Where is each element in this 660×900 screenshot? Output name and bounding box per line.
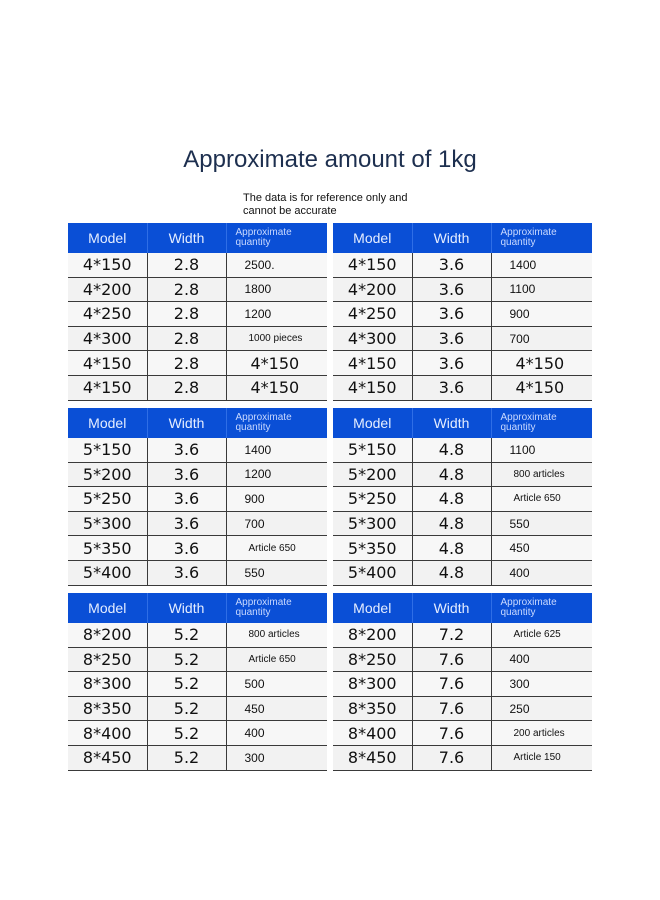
width-cell: 2.8 (147, 326, 226, 351)
table-row (333, 277, 592, 302)
quantity-cell: 300 (226, 745, 327, 770)
model-cell: 8*200 (68, 623, 147, 647)
reference-note: The data is for reference only and cannot be accurate (243, 192, 408, 217)
model-cell: 5*250 (333, 487, 412, 512)
model-cell: 5*300 (333, 511, 412, 536)
header-quantity: Approximate quantity (491, 593, 592, 623)
model-cell: 5*400 (333, 560, 412, 585)
quantity-cell: 900 (491, 302, 592, 327)
quantity-cell: 450 (491, 536, 592, 561)
model-cell: 5*400 (68, 560, 147, 585)
header-quantity: Approximate quantity (491, 408, 592, 438)
width-cell: 3.6 (412, 253, 491, 277)
table-row (333, 647, 592, 672)
table-row (68, 351, 327, 376)
width-cell: 7.6 (412, 696, 491, 721)
quantity-cell: 1200 (226, 302, 327, 327)
header-quantity: Approximate quantity (226, 593, 327, 623)
quantity-cell: 4*150 (491, 375, 592, 400)
header-quantity: Approximate quantity (226, 408, 327, 438)
table-row (68, 623, 327, 647)
model-cell: 5*200 (333, 462, 412, 487)
width-cell: 2.8 (147, 351, 226, 376)
quantity-cell: Article 650 (491, 487, 592, 512)
width-cell: 3.6 (412, 375, 491, 400)
table-row (68, 536, 327, 561)
table-row (68, 672, 327, 697)
table-row (333, 560, 592, 585)
model-cell: 4*150 (333, 253, 412, 277)
model-cell: 5*350 (68, 536, 147, 561)
table-row (68, 438, 327, 462)
model-cell: 8*400 (68, 721, 147, 746)
width-cell: 7.6 (412, 647, 491, 672)
width-cell: 3.6 (147, 511, 226, 536)
header-model: Model (333, 593, 412, 623)
table-row (333, 438, 592, 462)
width-cell: 3.6 (412, 277, 491, 302)
quantity-cell: 500 (226, 672, 327, 697)
width-cell: 3.6 (147, 487, 226, 512)
width-cell: 4.8 (412, 536, 491, 561)
header-model: Model (333, 223, 412, 253)
model-cell: 5*300 (68, 511, 147, 536)
table-row (333, 302, 592, 327)
page-title: Approximate amount of 1kg (183, 146, 477, 173)
quantity-cell: 4*150 (226, 351, 327, 376)
spec-table (333, 408, 592, 586)
model-cell: 5*150 (68, 438, 147, 462)
model-cell: 4*150 (68, 253, 147, 277)
table-row (333, 326, 592, 351)
table-row (68, 487, 327, 512)
quantity-cell: 450 (226, 696, 327, 721)
table-row (68, 745, 327, 770)
header-width: Width (147, 408, 226, 438)
width-cell: 5.2 (147, 672, 226, 697)
width-cell: 3.6 (147, 462, 226, 487)
table-row (333, 745, 592, 770)
model-cell: 5*350 (333, 536, 412, 561)
quantity-cell: 4*150 (226, 375, 327, 400)
model-cell: 8*450 (333, 745, 412, 770)
width-cell: 3.6 (412, 326, 491, 351)
width-cell: 5.2 (147, 721, 226, 746)
width-cell: 4.8 (412, 511, 491, 536)
header-quantity: Approximate quantity (226, 223, 327, 253)
table-row (333, 672, 592, 697)
model-cell: 8*250 (68, 647, 147, 672)
quantity-cell: 400 (491, 647, 592, 672)
model-cell: 4*150 (333, 375, 412, 400)
model-cell: 8*400 (333, 721, 412, 746)
quantity-cell: 900 (226, 487, 327, 512)
quantity-cell: 700 (226, 511, 327, 536)
quantity-cell: Article 625 (491, 623, 592, 647)
table-row (68, 326, 327, 351)
table-row (333, 696, 592, 721)
header-width: Width (147, 223, 226, 253)
table-row (68, 721, 327, 746)
quantity-cell: 400 (226, 721, 327, 746)
header-model: Model (333, 408, 412, 438)
quantity-cell: 1400 (226, 438, 327, 462)
width-cell: 3.6 (412, 302, 491, 327)
width-cell: 5.2 (147, 623, 226, 647)
quantity-cell: 550 (491, 511, 592, 536)
model-cell: 8*250 (333, 647, 412, 672)
table-row (333, 623, 592, 647)
width-cell: 4.8 (412, 560, 491, 585)
width-cell: 3.6 (147, 536, 226, 561)
quantity-cell: 2500. (226, 253, 327, 277)
width-cell: 2.8 (147, 375, 226, 400)
model-cell: 4*150 (68, 375, 147, 400)
quantity-cell: 200 articles (491, 721, 592, 746)
quantity-cell: 300 (491, 672, 592, 697)
table-row (68, 277, 327, 302)
quantity-cell: 1200 (226, 462, 327, 487)
width-cell: 5.2 (147, 647, 226, 672)
spec-table (333, 593, 592, 771)
quantity-cell: 250 (491, 696, 592, 721)
table-row (333, 487, 592, 512)
width-cell: 4.8 (412, 487, 491, 512)
width-cell: 2.8 (147, 302, 226, 327)
header-width: Width (412, 223, 491, 253)
quantity-cell: 800 articles (226, 623, 327, 647)
quantity-cell: Article 650 (226, 647, 327, 672)
table-row (333, 462, 592, 487)
table-row (68, 302, 327, 327)
table-row (333, 721, 592, 746)
quantity-cell: 550 (226, 560, 327, 585)
table-row (68, 253, 327, 277)
quantity-cell: 1100 (491, 438, 592, 462)
table-row (333, 253, 592, 277)
model-cell: 4*250 (68, 302, 147, 327)
spec-table (68, 593, 327, 771)
spec-table (333, 223, 592, 401)
table-row (333, 375, 592, 400)
quantity-cell: 800 articles (491, 462, 592, 487)
quantity-cell: 4*150 (491, 351, 592, 376)
model-cell: 4*200 (333, 277, 412, 302)
model-cell: 8*300 (333, 672, 412, 697)
model-cell: 8*300 (68, 672, 147, 697)
spec-table (68, 408, 327, 586)
table-row (68, 462, 327, 487)
spec-table (68, 223, 327, 401)
width-cell: 3.6 (147, 438, 226, 462)
quantity-cell: 1800 (226, 277, 327, 302)
quantity-cell: 400 (491, 560, 592, 585)
width-cell: 7.2 (412, 623, 491, 647)
header-width: Width (412, 408, 491, 438)
header-model: Model (68, 593, 147, 623)
table-row (68, 375, 327, 400)
table-row (68, 696, 327, 721)
model-cell: 4*200 (68, 277, 147, 302)
table-row (68, 560, 327, 585)
width-cell: 3.6 (147, 560, 226, 585)
quantity-cell: 700 (491, 326, 592, 351)
model-cell: 5*150 (333, 438, 412, 462)
model-cell: 4*150 (68, 351, 147, 376)
width-cell: 2.8 (147, 253, 226, 277)
table-row (333, 536, 592, 561)
table-row (333, 351, 592, 376)
header-model: Model (68, 223, 147, 253)
header-quantity: Approximate quantity (491, 223, 592, 253)
width-cell: 7.6 (412, 745, 491, 770)
header-width: Width (412, 593, 491, 623)
model-cell: 8*350 (333, 696, 412, 721)
width-cell: 4.8 (412, 462, 491, 487)
width-cell: 7.6 (412, 672, 491, 697)
table-row (333, 511, 592, 536)
model-cell: 8*200 (333, 623, 412, 647)
width-cell: 5.2 (147, 696, 226, 721)
quantity-cell: Article 150 (491, 745, 592, 770)
model-cell: 5*250 (68, 487, 147, 512)
header-model: Model (68, 408, 147, 438)
quantity-cell: 1000 pieces (226, 326, 327, 351)
model-cell: 4*300 (333, 326, 412, 351)
width-cell: 5.2 (147, 745, 226, 770)
model-cell: 4*150 (333, 351, 412, 376)
model-cell: 8*350 (68, 696, 147, 721)
quantity-cell: Article 650 (226, 536, 327, 561)
quantity-cell: 1100 (491, 277, 592, 302)
table-row (68, 647, 327, 672)
model-cell: 5*200 (68, 462, 147, 487)
header-width: Width (147, 593, 226, 623)
model-cell: 8*450 (68, 745, 147, 770)
model-cell: 4*300 (68, 326, 147, 351)
width-cell: 2.8 (147, 277, 226, 302)
width-cell: 4.8 (412, 438, 491, 462)
quantity-cell: 1400 (491, 253, 592, 277)
width-cell: 3.6 (412, 351, 491, 376)
model-cell: 4*250 (333, 302, 412, 327)
table-row (68, 511, 327, 536)
width-cell: 7.6 (412, 721, 491, 746)
